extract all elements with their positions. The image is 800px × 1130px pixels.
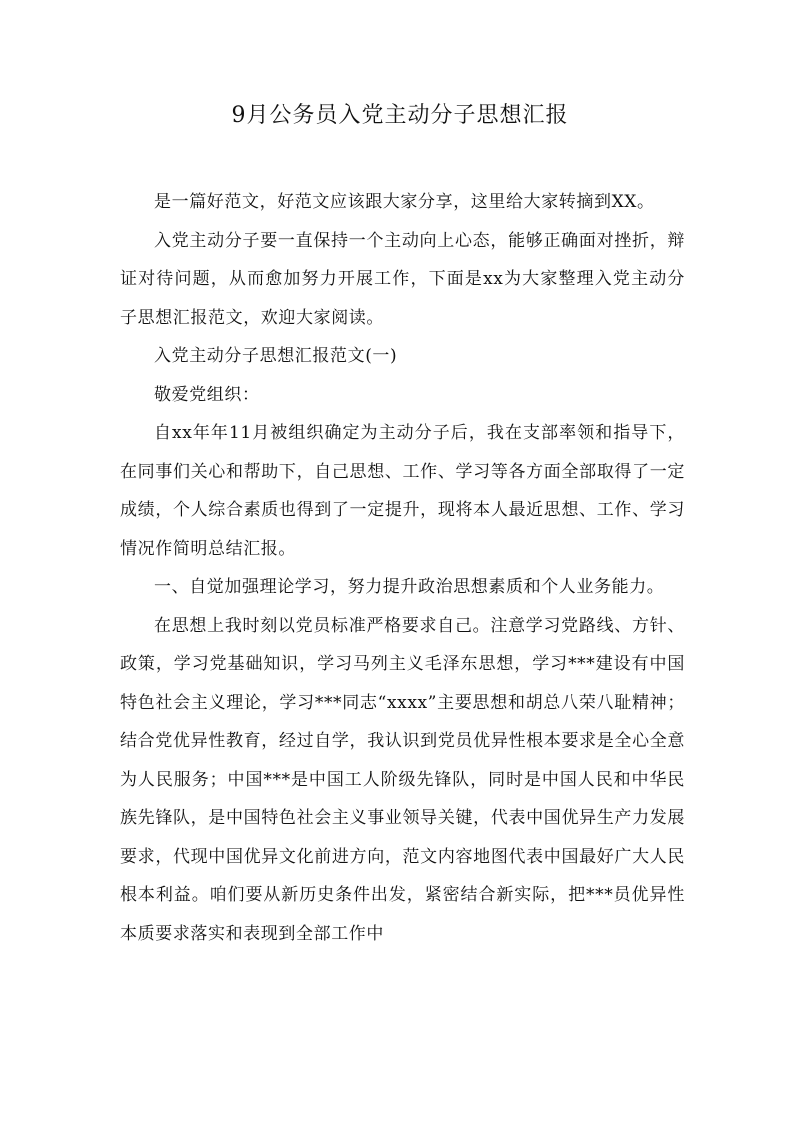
paragraph-summary: 入党主动分子要一直保持一个主动向上心态，能够正确面对挫折，辩证对待问题，从而愈加努力开展工作，下面是xx为大家整理入党主动分子思想汇报范文，欢迎大家阅读。 [120,230,685,328]
paragraph-overview: 自xx年年11月被组织确定为主动分子后，我在支部率领和指导下，在同事们关心和帮助下，自己思想、工作、学习等各方面全部取得了一定成绩，个人综合素质也得到了一定提升，现将本人最近思想、工作、学习情况作简明总结汇报。 [120,423,685,559]
document-body [120,183,685,953]
section-heading: 入党主动分子思想汇报范文(一) [154,346,398,366]
paragraph-thought: 在思想上我时刻以党员标准严格要求自己。注意学习党路线、方针、政策，学习党基础知识，学习马列主义毛泽东思想，学习***建设有中国特色社会主义理论，学习***同志“xxxx”主要思想和胡总八荣八耻精神；结合党优异性教育，经过自学，我认识到党员优异性根本要求是全心全意为人民服务；中国***是中国工人阶级先锋队，同时是中国人民和中华民族先锋队，是中国特色社会主义事业领导关键，代表中国优异生产力发展要求，代现中国优异文化前进方向，范文内容地图代表中国最好广大人民根本利益。咱们要从新历史条件出发，紧密结合新实际，把***员优异性本质要求落实和表现到全部工作中 [120,615,685,944]
salutation: 敬爱党组织： [154,384,260,405]
document-title: 9月公务员入党主动分子思想汇报 [231,103,569,128]
paragraph-intro: 是一篇好范文，好范文应该跟大家分享，这里给大家转摘到XX。 [154,192,655,212]
point-heading-1: 一、自觉加强理论学习，努力提升政治思想素质和个人业务能力。 [154,577,665,597]
